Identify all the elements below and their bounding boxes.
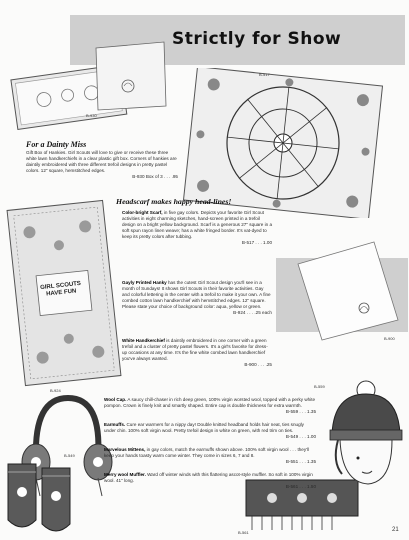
- cap-body: A saucy chill-chaser in rich deep green, 100% virgin worsted wool, topped with a perky white pompon. Crown is finely knit and smartly shaped. Entire cap is double thickness for extra warmth.: [104, 397, 316, 408]
- white-hanky-code: B-900: [384, 336, 395, 341]
- scarf-code: B-517: [259, 72, 270, 77]
- scarf-description: [122, 210, 272, 246]
- mittens-body: in gay colors, match the earmuffs shown above. 100% soft virgin wool . . . they'll keep your hands toasty warm come winter. They come in sizes 6, 7 and 8.: [104, 447, 310, 458]
- dainty-price: B-930 Box of 3 . . . .95: [132, 174, 178, 179]
- gift-box-code: B-930: [86, 113, 97, 118]
- printed-hanky-price: B-924 . . . .25 each: [233, 310, 272, 315]
- cap-description: [104, 397, 316, 415]
- cap-name: Wool Cap.: [104, 397, 127, 402]
- page-title: Strictly for Show: [172, 29, 342, 49]
- cap-price: B-559 . . . 1.35: [285, 409, 316, 414]
- scarf-name: Color-bright Scarf,: [122, 210, 163, 215]
- cap-code: B-559: [314, 384, 325, 389]
- scarf-body: in five gay colors. Depicts your favorite Girl Scout activities in eight charming sketches, hand-screen printed in a trefoil design on a bright yellow background. Scarf is a generous 27" square in a soft spun rayon linen weave; has a white fringed border. It's vat-dyed to keep its pretty colors after tubbing.: [122, 210, 272, 239]
- muffler-description: [104, 472, 316, 490]
- dainty-heading: For a Dainty Miss: [26, 140, 87, 149]
- earmuffs-description: [104, 422, 316, 440]
- mittens-name: Marvelous Mittens,: [104, 447, 146, 452]
- white-hanky-name: White Handkerchief: [122, 338, 165, 343]
- muffler-code: B-561: [238, 530, 249, 535]
- single-hanky-illustration: [90, 38, 170, 113]
- muffler-name: Merry wool Muffler.: [104, 472, 146, 477]
- printed-hanky-description: [122, 280, 272, 316]
- wool-cap-illustration: [318, 378, 408, 498]
- mittens-illustration: [2, 458, 82, 538]
- dainty-body: Gift Box of Hankies. Girl Scouts will love to give or receive these three white lawn handkerchiefs in a clear plastic gift box. Corners of hankies are daintily embroidered with three different trefoil designs in pretty pastel colors. 12" square, hemstitched edges.: [26, 150, 177, 173]
- earmuffs-body: Cure ear warmers for a nippy day! Double knitted headband holds hair neat, ties snugly under chin. 100% soft virgin wool. Pretty trefoil design in white on green, with red trim on ties.: [104, 422, 304, 433]
- white-hanky-price: B-900 . . . .25: [244, 362, 272, 367]
- white-hanky-description: [122, 338, 272, 368]
- mittens-description: [104, 447, 316, 465]
- page-number: 21: [392, 527, 399, 533]
- printed-hanky-lettering: GIRL SCOUTS HAVE FUN: [39, 280, 82, 298]
- scarf-price: B-517 . . . 1.00: [241, 240, 272, 245]
- white-hanky-body: is daintily embroidered in one corner with a green trefoil and a cluster of pretty pastel flowers. It's a girl's favorite for dress-up occasions at any time. It's the fine white combed lawn handkerchief you've always wanted.: [122, 338, 268, 361]
- white-handkerchief-illustration: [276, 236, 408, 346]
- dainty-description: [26, 150, 178, 180]
- earmuffs-name: Earmuffs.: [104, 422, 126, 427]
- mittens-price: B-551 . . . 1.35: [285, 459, 316, 464]
- girl-scout-scarf-illustration: [178, 68, 388, 218]
- printed-hanky-name: Gayly Printed Hanky: [122, 280, 167, 285]
- headscarf-heading: Headscarf makes happy head-lines!: [116, 197, 232, 206]
- earmuffs-price: B-549 . . . 1.00: [285, 434, 316, 439]
- muffler-price: B-561 . . . 1.50: [285, 484, 316, 489]
- printed-hanky-code: B-924: [50, 388, 61, 393]
- muffler-body: Ward off winter winds with this flattering ascot-style muffler. So soft in 100% virgin wool. 41" long.: [104, 472, 313, 483]
- printed-hanky-body: has the cutest Girl Scout design you'll see in a month of Sundays! It shows Girl Scouts in their favorite activities. Gay and colorful lettering in the center with a trefoil to make it your own. A fine combed cotton lawn handkerchief with hemstitched edges. 12" square. Please state your choice of background color: aqua, yellow or green.: [122, 280, 271, 309]
- earmuffs-code: B-549: [64, 453, 75, 458]
